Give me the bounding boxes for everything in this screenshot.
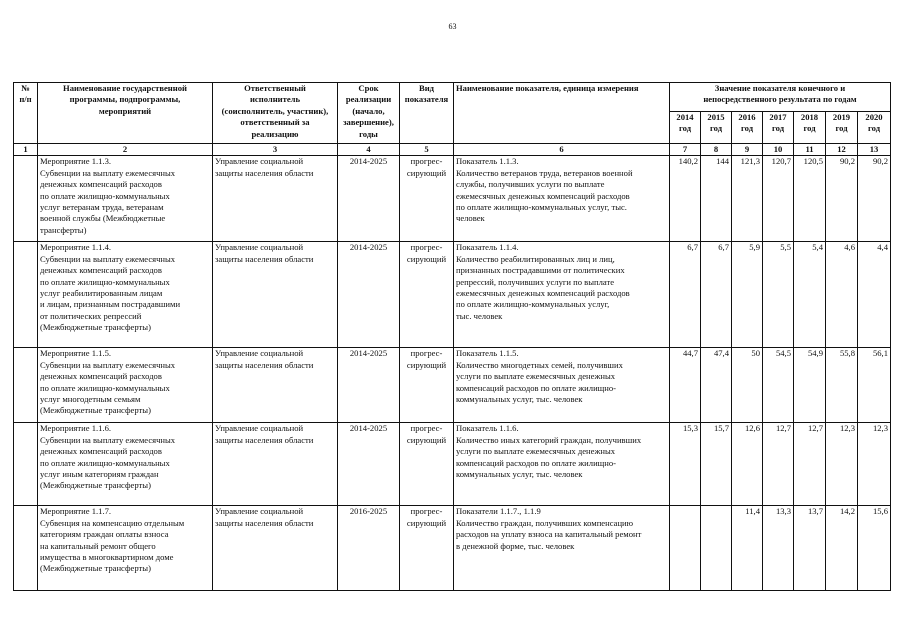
year-value-cell: 12,3 <box>858 423 891 506</box>
year-value-cell: 12,7 <box>763 423 794 506</box>
column-number: 5 <box>400 144 454 156</box>
header-term: Срок реализации (начало, завершение), годы <box>338 83 400 144</box>
column-number: 7 <box>670 144 701 156</box>
column-number: 12 <box>826 144 858 156</box>
term-cell: 2014-2025 <box>338 348 400 423</box>
row-number-cell <box>14 506 38 591</box>
header-year-2019: 2019 год <box>826 112 858 144</box>
column-number: 11 <box>794 144 826 156</box>
term-cell: 2016-2025 <box>338 506 400 591</box>
year-value-cell: 15,6 <box>858 506 891 591</box>
header-year-2015: 2015 год <box>701 112 732 144</box>
year-value-cell: 14,2 <box>826 506 858 591</box>
row-number-cell <box>14 242 38 348</box>
year-value-cell: 12,6 <box>732 423 763 506</box>
year-value-cell: 90,2 <box>826 156 858 242</box>
indicator-kind-cell: прогрес- сирующий <box>400 156 454 242</box>
table-row <box>14 156 891 242</box>
year-value-cell: 54,5 <box>763 348 794 423</box>
responsible-cell: Управление социальной защиты населения области <box>213 506 338 591</box>
indicator-name-cell: Показатели 1.1.7., 1.1.9 Количество граждан, получивших компенсацию расходов на уплату взноса на капитальный ремонт в денежной форме, тыс. человек <box>454 506 670 591</box>
indicator-name-cell: Показатель 1.1.4. Количество реабилитированных лиц и лиц, признанных пострадавшими от политических репрессий, получивших услуги по выплате ежемесячных денежных компенсаций расходов по оплате жилищно-коммунальных услуг, тыс. человек <box>454 242 670 348</box>
column-number: 10 <box>763 144 794 156</box>
header-year-2014: 2014 год <box>670 112 701 144</box>
responsible-cell: Управление социальной защиты населения области <box>213 242 338 348</box>
year-value-cell: 12,7 <box>794 423 826 506</box>
indicator-kind-cell: прогрес- сирующий <box>400 242 454 348</box>
column-number: 1 <box>14 144 38 156</box>
header-indicator-kind: Вид показателя <box>400 83 454 144</box>
responsible-cell: Управление социальной защиты населения области <box>213 348 338 423</box>
measure-name-cell: Мероприятие 1.1.5. Субвенции на выплату ежемесячных денежных компенсаций расходов по оплате жилищно-коммунальных услуг многодетным семьям (Межбюджетные трансферты) <box>38 348 213 423</box>
year-value-cell: 44,7 <box>670 348 701 423</box>
measure-name-cell: Мероприятие 1.1.4. Субвенции на выплату ежемесячных денежных компенсаций расходов по оплате жилищно-коммунальных услуг реабилитированным лицам и лицам, признанным пострадавшими от политических репрессий (Межбюджетные трансферты) <box>38 242 213 348</box>
column-number: 8 <box>701 144 732 156</box>
term-cell: 2014-2025 <box>338 242 400 348</box>
year-value-cell: 6,7 <box>670 242 701 348</box>
year-value-cell: 90,2 <box>858 156 891 242</box>
column-numbers-row <box>14 144 891 156</box>
column-number: 6 <box>454 144 670 156</box>
year-value-cell: 56,1 <box>858 348 891 423</box>
indicator-kind-cell: прогрес- сирующий <box>400 348 454 423</box>
row-number-cell <box>14 348 38 423</box>
year-value-cell <box>701 506 732 591</box>
header-year-2018: 2018 год <box>794 112 826 144</box>
year-value-cell: 15,7 <box>701 423 732 506</box>
column-number: 3 <box>213 144 338 156</box>
year-value-cell: 13,7 <box>794 506 826 591</box>
row-number-cell <box>14 156 38 242</box>
year-value-cell: 15,3 <box>670 423 701 506</box>
year-value-cell: 4,4 <box>858 242 891 348</box>
page-number: 63 <box>448 22 457 31</box>
year-value-cell: 6,7 <box>701 242 732 348</box>
column-number: 13 <box>858 144 891 156</box>
year-value-cell: 121,3 <box>732 156 763 242</box>
term-cell: 2014-2025 <box>338 423 400 506</box>
year-value-cell: 4,6 <box>826 242 858 348</box>
year-value-cell: 11,4 <box>732 506 763 591</box>
year-value-cell: 13,3 <box>763 506 794 591</box>
header-year-2020: 2020 год <box>858 112 891 144</box>
year-value-cell: 120,5 <box>794 156 826 242</box>
year-value-cell: 120,7 <box>763 156 794 242</box>
table-row <box>14 242 891 348</box>
header-number: № п/п <box>14 83 38 144</box>
header-indicator-name: Наименование показателя, единица измерения <box>454 83 670 144</box>
measure-name-cell: Мероприятие 1.1.7. Субвенция на компенсацию отдельным категориям граждан оплаты взноса на капитальный ремонт общего имущества в многоквартирном доме (Межбюджетные трансферты) <box>38 506 213 591</box>
year-value-cell: 5,5 <box>763 242 794 348</box>
indicators-table <box>13 82 891 591</box>
indicator-kind-cell: прогрес- сирующий <box>400 423 454 506</box>
year-value-cell: 50 <box>732 348 763 423</box>
header-program-name: Наименование государственной программы, подпрограммы, мероприятий <box>38 83 213 144</box>
indicator-name-cell: Показатель 1.1.3. Количество ветеранов труда, ветеранов военной службы, получивших услуги по выплате ежемесячных денежных компенсаций расходов по оплате жилищно-коммунальных услуг, тыс. человек <box>454 156 670 242</box>
header-responsible: Ответственный исполнитель (соисполнитель, участник), ответственный за реализацию <box>213 83 338 144</box>
term-cell: 2014-2025 <box>338 156 400 242</box>
table-row <box>14 506 891 591</box>
column-number: 2 <box>38 144 213 156</box>
table-row <box>14 423 891 506</box>
measure-name-cell: Мероприятие 1.1.3. Субвенции на выплату ежемесячных денежных компенсаций расходов по оплате жилищно-коммунальных услуг ветеранам труда, ветеранам военной службы (Межбюджетные трансферты) <box>38 156 213 242</box>
year-value-cell: 54,9 <box>794 348 826 423</box>
indicator-name-cell: Показатель 1.1.5. Количество многодетных семей, получивших услуги по выплате ежемесячных денежных компенсаций расходов по оплате жилищно- коммунальных услуг, тыс. человек <box>454 348 670 423</box>
measure-name-cell: Мероприятие 1.1.6. Субвенции на выплату ежемесячных денежных компенсаций расходов по оплате жилищно-коммунальных услуг иным категориям граждан (Межбюджетные трансферты) <box>38 423 213 506</box>
row-number-cell <box>14 423 38 506</box>
responsible-cell: Управление социальной защиты населения области <box>213 423 338 506</box>
year-value-cell: 47,4 <box>701 348 732 423</box>
column-number: 9 <box>732 144 763 156</box>
year-value-cell <box>670 506 701 591</box>
indicator-kind-cell: прогрес- сирующий <box>400 506 454 591</box>
year-value-cell: 140,2 <box>670 156 701 242</box>
table-row <box>14 348 891 423</box>
header-year-2017: 2017 год <box>763 112 794 144</box>
indicator-name-cell: Показатель 1.1.6. Количество иных категорий граждан, получивших услуги по выплате ежемесячных денежных компенсаций расходов по оплате жилищно- коммунальных услуг, тыс. человек <box>454 423 670 506</box>
year-value-cell: 144 <box>701 156 732 242</box>
header-year-2016: 2016 год <box>732 112 763 144</box>
column-number: 4 <box>338 144 400 156</box>
year-value-cell: 12,3 <box>826 423 858 506</box>
year-value-cell: 5,4 <box>794 242 826 348</box>
year-value-cell: 5,9 <box>732 242 763 348</box>
responsible-cell: Управление социальной защиты населения области <box>213 156 338 242</box>
header-values-group: Значение показателя конечного и непосредственного результата по годам <box>670 83 891 112</box>
year-value-cell: 55,8 <box>826 348 858 423</box>
